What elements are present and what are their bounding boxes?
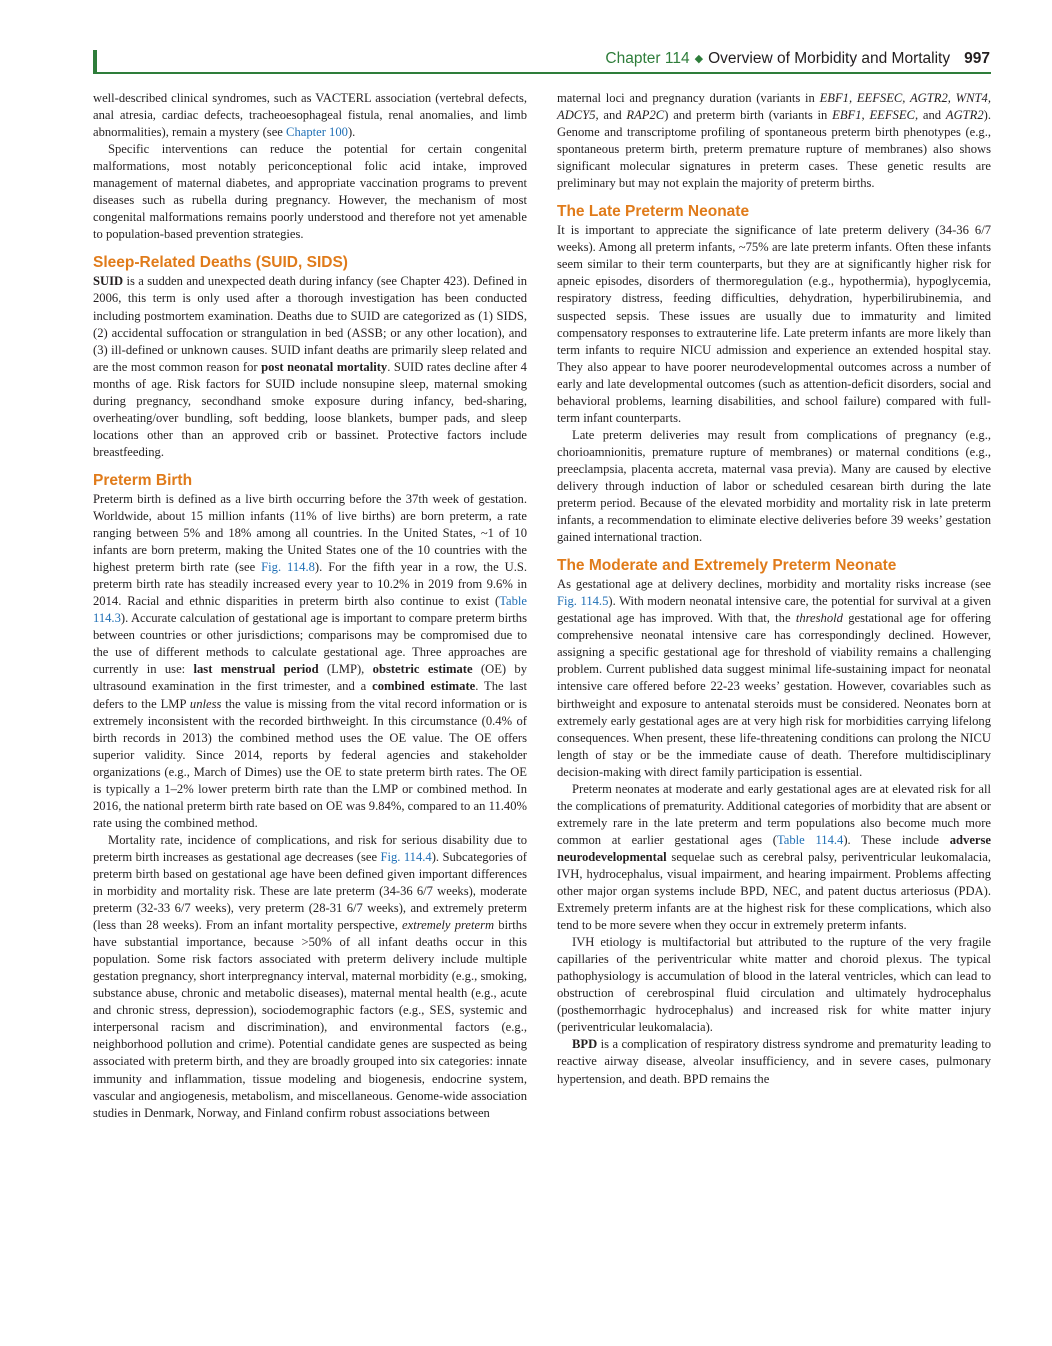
table-link[interactable]: Table 114.4 <box>776 832 844 847</box>
paragraph: Late preterm deliveries may result from complications of pregnancy (e.g., chorioamnionitis, premature rupture of membranes) or maternal conditions (e.g., preeclampsia, placenta accreta, maternal vasa previa). Many are caused by elective delivery through induction of labor or scheduled cesarean birth during the late preterm period. Because of the elevated morbidity and mortality risk in late preterm infants, a recommendation to eliminate elective deliveries before 39 weeks’ gestation gained international traction. <box>557 427 991 545</box>
chapter-label: Chapter 114 <box>605 50 690 67</box>
figure-link[interactable]: Fig. 114.4 <box>380 849 432 864</box>
figure-link[interactable]: Fig. 114.5 <box>557 594 609 609</box>
paragraph: SUID is a sudden and unexpected death during infancy (see Chapter 423). Defined in 2006, this term is only used after a thorough investigation has been conducted including postmortem examination. Deaths due to SUID are categorized as (1) SIDS, (2) accidental suffocation or strangulation in bed (ASSB; or any other location), and (3) ill-defined or unknown causes. SUID infant deaths are primarily sleep related and are the most common reason for post neonatal mortality. SUID rates decline after 4 months of age. Risk factors for SUID include nonsupine sleep, maternal smoking during pregnancy, secondhand smoke exposure during infancy, bed-sharing, overheating/over bundling, soft bedding, loose blankets, bumper pads, and sleep locations other than an approved crib or bassinet. Protective factors include breastfeeding. <box>93 274 527 459</box>
table-link[interactable]: Table 114.3 <box>93 594 527 626</box>
chapter-title: Overview of Morbidity and Mortality <box>708 50 951 67</box>
paragraph: Specific interventions can reduce the potential for certain congenital malformations, most notably periconceptional folic acid intake, improved management of maternal diabetes, and appropriate vaccination programs to prevent diseases such as rubella during pregnancy. However, the mechanism of most congenital malformations remains poorly understood and therefore not yet amenable to population-based prevention strategies. <box>93 142 527 242</box>
paragraph: IVH etiology is multifactorial but attributed to the rupture of the very fragile capillaries of the periventricular white matter and choroid plexus. The typical pathophysiology is accumulation of blood in the lateral ventricles, which can lead to obstruction of cerebrospinal fluid circulation and ultimately hydrocephalus (posthemorrhagic hydrocephalus) and increased risk for white matter injury (periventricular leukomalacia). <box>557 935 991 1035</box>
paragraph: Preterm neonates at moderate and early gestational ages are at elevated risk for all the complications of prematurity. Additional categories of morbidity that are absent or extremely rare in the late preterm and term populations also become much more common at earlier gestational ages (Table 114.4). These include adverse neurodevelopmental sequelae such as cerebral palsy, periventricular leukomalacia, IVH, hydrocephalus, visual impairment, and hearing impairment. Problems affecting other major organ systems include BPD, NEC, and patent ductus arteriosus (PDA). Extremely preterm infants are at the highest risk for these complications, which also tend to be more severe when they occur in extremely preterm infants. <box>557 781 992 933</box>
paragraph: Preterm birth is defined as a live birth occurring before the 37th week of gestation. Worldwide, about 15 million infants (11% of live births) are born preterm, a rate ranging between 5% and 18% among all countries. In the United States, ~1 of 10 infants are born preterm, making the United States one of the 10 countries with the highest preterm birth rate (see Fig. 114.8). For the fifth year in a row, the U.S. preterm birth rate has steadily increased every year to 10.2% in 2019 from 9.6% in 2014. Racial and ethnic disparities in preterm birth also continue to exist (Table 114.3). Accurate calculation of gestational age is important to compare preterm births between countries or other jurisdictions; comparisons may be compromised due to the use of different methods to calculate gestational age. Three approaches are currently in use: last menstrual period (LMP), obstetric estimate (OE) by ultrasound examination in the first trimester, and a combined estimate. The last defers to the LMP unless the value is missing from the vital record information or is extremely inconsistent with the recorded birthweight. In this circumstance (0.4% of birth records in 2013) the combined method uses the OE value. The OE offers superior validity. Since 2014, reports by federal agencies and stakeholder organizations (e.g., March of Dimes) use the OE to state preterm birth rates. The OE is typically a 1–2% lower preterm birth rate than the LMP or combined method. In 2016, the national preterm birth rate based on OE was 9.84%, compared to an 11.40% rate using the combined method. <box>93 491 528 830</box>
paragraph: BPD is a complication of respiratory distress syndrome and prematurity leading to reactive airway disease, alveolar insufficiency, and in severe cases, pulmonary hypertension, and death. BPD remains the <box>557 1037 991 1086</box>
right-column <box>557 90 991 1088</box>
paragraph: As gestational age at delivery declines, morbidity and mortality risks increase (see Fig. 114.5). With modern neonatal intensive care, the potential for survival at a given gestational age has improved. With that, the threshold gestational age for offering comprehensive neonatal intensive care has correspondingly declined. However, assigning a specific gestational age for threshold of viability remains a challenging problem. Current published data suggest minimal life-sustaining impact for neonatal intensive care offered before 22-23 weeks’ gestation. However, covariables such as birthweight and exposure to antenatal steroids must be considered. Neonates born at extremely early gestational ages are at very high risk for morbidities carrying lifelong consequences. When present, these life-threatening conditions can prolong the NICU length of stay or be the immediate cause of death. Therefore multidisciplinary decision-making with direct family participation is essential. <box>557 577 991 779</box>
left-column <box>93 90 527 1122</box>
section-heading-moderate-extremely-preterm: The Moderate and Extremely Preterm Neonate <box>557 557 897 575</box>
paragraph: It is important to appreciate the significance of late preterm delivery (34-36 6/7 weeks). Among all preterm infants, ~75% are late preterm infants. Often these infants seem similar to their term counterparts, but they are at significantly higher risk for apneic episodes, disorders of thermoregulation (e.g., hypothermia), hypoglycemia, respiratory distress, feeding difficulties, dehydration, hyperbilirubinemia, and suspected sepsis. These issues are usually due to immaturity and limited compensatory responses to extrauterine life. Late preterm infants are more likely than term infants to require NICU admission and experience an extended hospital stay. They also appear to have poorer neurodevelopmental outcomes across a number of early and late developmental outcomes (such as attention-deficit disorders, social and behavioral problems, learning disabilities, and school failure) compared with full-term infant counterparts. <box>557 223 991 425</box>
paragraph: Mortality rate, incidence of complications, and risk for serious disability due to preterm birth increases as gestational age decreases (see Fig. 114.4). Subcategories of preterm birth based on gestational age have been defined given important differences in morbidity and mortality risk. These are late preterm (34-36 6/7 weeks), moderate preterm (32-33 6/7 weeks), very preterm (28-31 6/7 weeks), and extremely preterm (less than 28 weeks). From an infant mortality perspective, extremely preterm births have substantial importance, because >50% of all infant deaths occur in this population. Some risk factors associated with preterm delivery include multiple gestation pregnancy, short interpregnancy interval, maternal morbidity (e.g., smoking, substance abuse, chronic and metabolic diseases), maternal mental health (e.g., acute and chronic stress, depression), sociodemographic factors (e.g., SES, systemic and interpersonal racism and discrimination), and environmental factors (e.g., neighborhood pollution and crime). Potential candidate genes are suspected as being associated with preterm birth, and they are broadly grouped into six categories: innate immunity and inflammation, tissue modeling and biogenesis, endocrine system, vascular and angiogenesis, metabolism, and miscellaneous. Genome-wide association studies in Denmark, Norway, and Finland confirm robust associations between <box>93 832 527 1120</box>
page-number: 997 <box>964 50 990 67</box>
figure-link[interactable]: Fig. 114.8 <box>261 560 315 575</box>
section-heading-preterm-birth: Preterm Birth <box>93 471 193 489</box>
paragraph: well-described clinical syndromes, such as VACTERL association (vertebral defects, anal atresia, cardiac defects, tracheoesophageal fistula, renal anomalies, and limb abnormalities), remain a mystery (see Chapter 100). <box>93 91 527 140</box>
running-header <box>605 49 990 70</box>
section-heading-late-preterm: The Late Preterm Neonate <box>557 203 750 221</box>
section-heading-sleep: Sleep-Related Deaths (SUID, SIDS) <box>93 254 348 272</box>
chapter-link[interactable]: Chapter 100 <box>286 125 348 140</box>
diamond-icon: ◆ <box>694 53 704 65</box>
paragraph: maternal loci and pregnancy duration (variants in EBF1, EEFSEC, AGTR2, WNT4, ADCY5, and RAP2C) and preterm birth (variants in EBF1, EEFSEC, and AGTR2). Genome and transcriptome profiling of spontaneous preterm birth phenotypes (e.g., spontaneous preterm birth, preterm premature rupture of membranes) also shows significant molecular signatures in preterm cases. These genetic results are preliminary but may not explain the majority of preterm births. <box>557 91 991 191</box>
